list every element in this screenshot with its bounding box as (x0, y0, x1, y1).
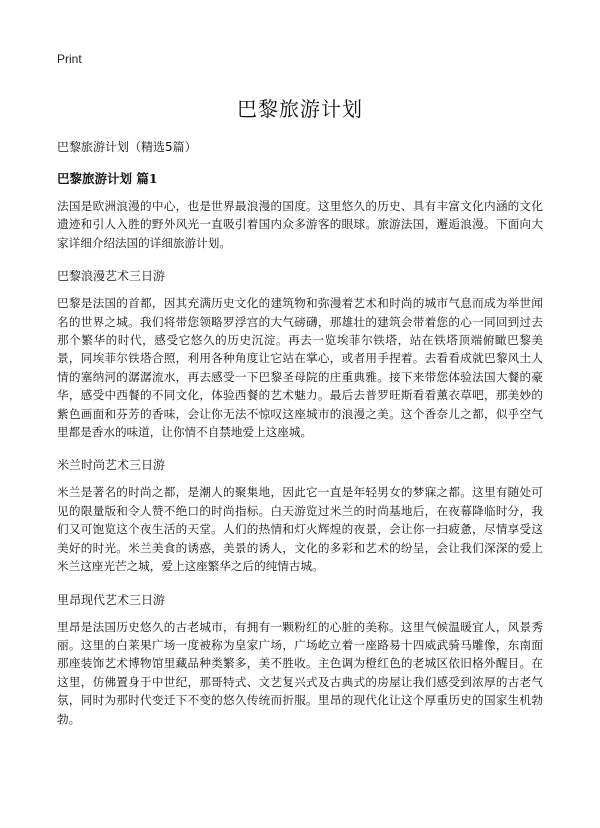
paris-tour-paragraph: 巴黎是法国的首都，因其充满历史文化的建筑物和弥漫着艺术和时尚的城市气息而成为举世闻名的世界之城。我们将带您领略罗浮宫的大气磅礴，那雄壮的建筑会带着您的心一同回到过去那个繁华的时代，感受它悠久的历史沉淀。再去一览埃菲尔铁塔，站在铁塔顶端俯瞰巴黎美景，同埃菲尔铁塔合照，利用各种角度让它站在掌心，或者用手捏着。去看看成就巴黎风土人情的塞纳河的潺潺流水，再去感受一下巴黎圣母院的庄重典雅。接下来带您体验法国大餐的豪华，感受中西餐的不同文化，体验西餐的艺术魅力。最后去普罗旺斯看看薰衣草吧，那美妙的紫色画面和芬芳的香味，会让你无法不惊叹这座城市的浪漫之美。这个香奈儿之都，似乎空气里都是香水的味道，让你情不自禁地爱上这座城。 (57, 296, 543, 440)
milan-tour-paragraph: 米兰是著名的时尚之都，是潮人的聚集地，因此它一直是年轻男女的梦寐之都。这里有随处可见的限量版和令人赞不绝口的时尚指标。白天游览过米兰的时尚基地后，在夜幕降临时分，我们又可饱览这个夜生活的天堂。人们的热情和灯火辉煌的夜景，会让你一扫疲惫，尽情享受这美好的时光。米兰美食的诱惑，美景的诱人，文化的多彩和艺术的纷呈，会让我们深深的爱上米兰这座光芒之城，爱上这座繁华之后的纯情古城。 (57, 485, 543, 574)
print-link[interactable]: Print (57, 52, 82, 66)
lyon-tour-paragraph: 里昂是法国历史悠久的古老城市，有拥有一颗粉红的心脏的美称。这里气候温暖宜人，风景秀丽。这里的白莱果广场一度被称为皇家广场，广场屹立着一座路易十四威武骑马雕像，东南面那座装饰艺术博物馆里藏品种类繁多，美不胜收。主色调为橙红色的老城区依旧格外醒目。在这里，仿佛置身于中世纪，那哥特式、文艺复兴式及古典式的房屋让我们感受到浓厚的古老气氛，同时为那时代变迁下不变的悠久传统而折服。里昂的现代化让这个厚重历史的国家生机勃勃。 (57, 619, 543, 726)
intro-paragraph: 法国是欧洲浪漫的中心，也是世界最浪漫的国度。这里悠久的历史、具有丰富文化内涵的文化遗迹和引人入胜的野外风光一直吸引着国内众多游客的眼球。旅游法国，邂逅浪漫。下面向大家详细介绍法国的详细旅游计划。 (57, 199, 543, 250)
document-title: 巴黎旅游计划 (237, 97, 363, 121)
article-heading: 巴黎旅游计划 篇1 (57, 171, 158, 186)
paris-tour-heading: 巴黎浪漫艺术三日游 (57, 269, 166, 284)
lyon-tour-heading: 里昂现代艺术三日游 (57, 592, 166, 607)
milan-tour-heading: 米兰时尚艺术三日游 (57, 458, 166, 473)
document-subtitle: 巴黎旅游计划（精选5篇） (57, 140, 197, 154)
